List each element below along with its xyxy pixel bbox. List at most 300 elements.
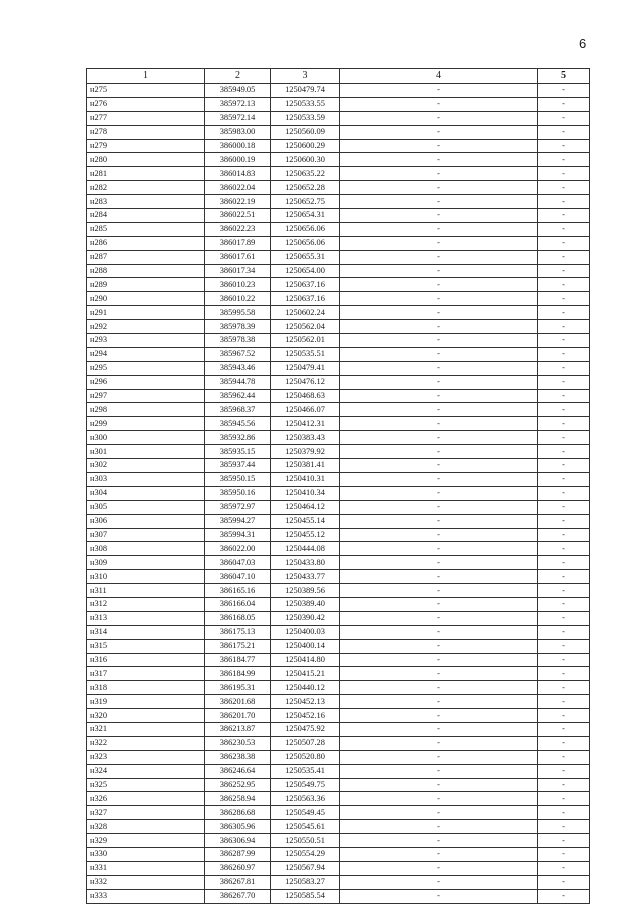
coordinate-x: 385972.13 [205,97,271,111]
coordinate-y: 1250433.80 [271,556,340,570]
coordinate-x: 386022.51 [205,209,271,223]
coordinates-table [86,68,590,904]
point-id: н316 [87,653,205,667]
table-row [87,459,590,473]
point-id: н296 [87,375,205,389]
table-row [87,250,590,264]
table-row [87,750,590,764]
point-id: н322 [87,736,205,750]
point-id: н302 [87,459,205,473]
column-4-value: - [340,181,538,195]
column-5-value: - [538,347,590,361]
coordinate-y: 1250652.75 [271,195,340,209]
column-4-value: - [340,472,538,486]
column-5-value: - [538,806,590,820]
coordinate-x: 386168.05 [205,611,271,625]
coordinate-y: 1250563.36 [271,792,340,806]
column-header-2: 2 [205,69,271,84]
column-4-value: - [340,320,538,334]
column-4-value: - [340,709,538,723]
table-row [87,625,590,639]
coordinate-x: 385945.56 [205,417,271,431]
table-row [87,792,590,806]
coordinate-x: 386010.23 [205,278,271,292]
coordinate-x: 386195.31 [205,681,271,695]
coordinate-y: 1250475.92 [271,722,340,736]
table-row [87,778,590,792]
point-id: н276 [87,97,205,111]
column-5-value: - [538,778,590,792]
coordinate-x: 386047.10 [205,570,271,584]
column-5-value: - [538,625,590,639]
coordinate-y: 1250637.16 [271,278,340,292]
coordinate-x: 386213.87 [205,722,271,736]
column-5-value: - [538,695,590,709]
column-5-value: - [538,125,590,139]
coordinate-y: 1250549.45 [271,806,340,820]
column-4-value: - [340,764,538,778]
column-4-value: - [340,445,538,459]
table-row [87,375,590,389]
column-5-value: - [538,889,590,903]
column-4-value: - [340,334,538,348]
point-id: н282 [87,181,205,195]
coordinate-x: 385962.44 [205,389,271,403]
coordinate-x: 386014.83 [205,167,271,181]
coordinate-y: 1250383.43 [271,431,340,445]
column-4-value: - [340,417,538,431]
column-5-value: - [538,139,590,153]
table-row [87,334,590,348]
coordinate-y: 1250379.92 [271,445,340,459]
coordinate-x: 386175.21 [205,639,271,653]
table-row [87,584,590,598]
coordinate-x: 386022.19 [205,195,271,209]
table-row [87,222,590,236]
table-row [87,278,590,292]
table-row [87,736,590,750]
table-row [87,528,590,542]
point-id: н323 [87,750,205,764]
column-4-value: - [340,375,538,389]
column-4-value: - [340,542,538,556]
table-row [87,639,590,653]
column-5-value: - [538,861,590,875]
table-row [87,306,590,320]
point-id: н319 [87,695,205,709]
point-id: н306 [87,514,205,528]
coordinate-y: 1250464.12 [271,500,340,514]
coordinate-x: 386022.23 [205,222,271,236]
coordinate-x: 386000.18 [205,139,271,153]
column-4-value: - [340,222,538,236]
coordinate-y: 1250652.28 [271,181,340,195]
coordinate-x: 386260.97 [205,861,271,875]
coordinate-x: 386305.96 [205,820,271,834]
table-row [87,97,590,111]
coordinate-y: 1250549.75 [271,778,340,792]
column-5-value: - [538,445,590,459]
column-4-value: - [340,306,538,320]
column-5-value: - [538,528,590,542]
coordinate-y: 1250400.14 [271,639,340,653]
column-5-value: - [538,111,590,125]
table-row [87,486,590,500]
column-4-value: - [340,111,538,125]
column-4-value: - [340,153,538,167]
coordinate-y: 1250440.12 [271,681,340,695]
column-4-value: - [340,847,538,861]
coordinate-x: 385983.00 [205,125,271,139]
column-4-value: - [340,750,538,764]
coordinate-x: 386166.04 [205,597,271,611]
table-row [87,347,590,361]
coordinate-x: 385994.27 [205,514,271,528]
column-5-value: - [538,597,590,611]
table-row [87,209,590,223]
coordinate-x: 385972.14 [205,111,271,125]
table-row [87,556,590,570]
column-5-value: - [538,389,590,403]
column-5-value: - [538,97,590,111]
column-4-value: - [340,486,538,500]
point-id: н307 [87,528,205,542]
column-4-value: - [340,195,538,209]
column-5-value: - [538,584,590,598]
table-row [87,417,590,431]
coordinate-x: 386047.03 [205,556,271,570]
column-4-value: - [340,639,538,653]
coordinate-y: 1250410.31 [271,472,340,486]
coordinate-y: 1250455.12 [271,528,340,542]
coordinate-y: 1250585.54 [271,889,340,903]
coordinate-y: 1250507.28 [271,736,340,750]
coordinate-y: 1250466.07 [271,403,340,417]
coordinate-x: 386017.61 [205,250,271,264]
coordinate-x: 385968.37 [205,403,271,417]
point-id: н301 [87,445,205,459]
column-5-value: - [538,792,590,806]
column-4-value: - [340,403,538,417]
coordinate-x: 385978.38 [205,334,271,348]
column-5-value: - [538,153,590,167]
coordinate-y: 1250410.34 [271,486,340,500]
coordinate-x: 386252.95 [205,778,271,792]
coordinate-x: 385950.15 [205,472,271,486]
coordinate-y: 1250545.61 [271,820,340,834]
point-id: н325 [87,778,205,792]
point-id: н317 [87,667,205,681]
column-4-value: - [340,97,538,111]
point-id: н331 [87,861,205,875]
coordinate-y: 1250583.27 [271,875,340,889]
column-4-value: - [340,722,538,736]
coordinate-y: 1250535.51 [271,347,340,361]
point-id: н326 [87,792,205,806]
coordinate-x: 386017.89 [205,236,271,250]
point-id: н324 [87,764,205,778]
point-id: н308 [87,542,205,556]
column-5-value: - [538,500,590,514]
column-5-value: - [538,653,590,667]
coordinate-x: 385944.78 [205,375,271,389]
column-5-value: - [538,375,590,389]
column-4-value: - [340,236,538,250]
column-5-value: - [538,250,590,264]
coordinate-y: 1250390.42 [271,611,340,625]
point-id: н312 [87,597,205,611]
table-row [87,236,590,250]
point-id: н289 [87,278,205,292]
table-row [87,320,590,334]
point-id: н297 [87,389,205,403]
point-id: н333 [87,889,205,903]
column-4-value: - [340,667,538,681]
coordinate-y: 1250533.59 [271,111,340,125]
column-5-value: - [538,84,590,98]
point-id: н280 [87,153,205,167]
coordinate-x: 385949.05 [205,84,271,98]
table-row [87,861,590,875]
coordinate-x: 385967.52 [205,347,271,361]
coordinate-y: 1250600.29 [271,139,340,153]
coordinate-y: 1250520.80 [271,750,340,764]
column-5-value: - [538,847,590,861]
point-id: н309 [87,556,205,570]
table-row [87,389,590,403]
column-4-value: - [340,514,538,528]
coordinate-y: 1250389.40 [271,597,340,611]
point-id: н305 [87,500,205,514]
table-row [87,167,590,181]
coordinate-x: 386306.94 [205,834,271,848]
point-id: н284 [87,209,205,223]
coordinate-x: 386246.64 [205,764,271,778]
coordinate-x: 385943.46 [205,361,271,375]
coordinate-y: 1250533.55 [271,97,340,111]
coordinate-y: 1250479.41 [271,361,340,375]
coordinate-y: 1250602.24 [271,306,340,320]
table-row [87,695,590,709]
column-4-value: - [340,209,538,223]
column-4-value: - [340,875,538,889]
coordinate-y: 1250415.21 [271,667,340,681]
column-4-value: - [340,250,538,264]
coordinate-y: 1250637.16 [271,292,340,306]
point-id: н299 [87,417,205,431]
column-header-3: 3 [271,69,340,84]
point-id: н298 [87,403,205,417]
coordinate-y: 1250656.06 [271,222,340,236]
point-id: н304 [87,486,205,500]
column-4-value: - [340,695,538,709]
coordinate-x: 385937.44 [205,459,271,473]
column-4-value: - [340,264,538,278]
coordinate-x: 386184.77 [205,653,271,667]
table-row [87,653,590,667]
coordinate-y: 1250400.03 [271,625,340,639]
table-row [87,514,590,528]
column-4-value: - [340,625,538,639]
coordinate-y: 1250452.13 [271,695,340,709]
table-row [87,111,590,125]
point-id: н303 [87,472,205,486]
table-row [87,542,590,556]
table-row [87,597,590,611]
point-id: н286 [87,236,205,250]
column-4-value: - [340,681,538,695]
column-4-value: - [340,139,538,153]
point-id: н311 [87,584,205,598]
coordinate-y: 1250550.51 [271,834,340,848]
column-5-value: - [538,820,590,834]
column-4-value: - [340,556,538,570]
point-id: н283 [87,195,205,209]
point-id: н315 [87,639,205,653]
point-id: н318 [87,681,205,695]
column-4-value: - [340,889,538,903]
table-row [87,820,590,834]
column-4-value: - [340,431,538,445]
column-5-value: - [538,472,590,486]
coordinate-y: 1250444.08 [271,542,340,556]
point-id: н277 [87,111,205,125]
coordinate-x: 385932.86 [205,431,271,445]
coordinate-y: 1250412.31 [271,417,340,431]
column-5-value: - [538,459,590,473]
point-id: н332 [87,875,205,889]
column-4-value: - [340,820,538,834]
coordinate-x: 386017.34 [205,264,271,278]
table-row [87,764,590,778]
coordinate-x: 386267.81 [205,875,271,889]
table-row [87,834,590,848]
column-5-value: - [538,611,590,625]
coordinate-x: 386238.38 [205,750,271,764]
point-id: н292 [87,320,205,334]
column-4-value: - [340,597,538,611]
column-5-value: - [538,222,590,236]
column-5-value: - [538,681,590,695]
column-4-value: - [340,584,538,598]
column-4-value: - [340,806,538,820]
table-row [87,195,590,209]
coordinate-x: 386258.94 [205,792,271,806]
table-body [87,84,590,904]
column-4-value: - [340,861,538,875]
column-4-value: - [340,278,538,292]
table-row [87,125,590,139]
coordinate-x: 386287.99 [205,847,271,861]
column-5-value: - [538,417,590,431]
coordinate-x: 386184.99 [205,667,271,681]
column-5-value: - [538,264,590,278]
table-row [87,403,590,417]
column-5-value: - [538,722,590,736]
coordinate-y: 1250389.56 [271,584,340,598]
coordinate-x: 385950.16 [205,486,271,500]
column-4-value: - [340,459,538,473]
coordinate-y: 1250655.31 [271,250,340,264]
coordinate-x: 385978.39 [205,320,271,334]
column-5-value: - [538,306,590,320]
coordinate-y: 1250381.41 [271,459,340,473]
column-4-value: - [340,611,538,625]
table-row [87,500,590,514]
column-header-5: 5 [538,69,590,84]
column-5-value: - [538,361,590,375]
coordinate-x: 386000.19 [205,153,271,167]
coordinate-y: 1250654.00 [271,264,340,278]
point-id: н300 [87,431,205,445]
point-id: н310 [87,570,205,584]
column-5-value: - [538,709,590,723]
coordinate-x: 386267.70 [205,889,271,903]
column-4-value: - [340,84,538,98]
table-row [87,264,590,278]
column-5-value: - [538,236,590,250]
coordinate-y: 1250476.12 [271,375,340,389]
coordinate-y: 1250554.29 [271,847,340,861]
point-id: н295 [87,361,205,375]
coordinate-y: 1250455.14 [271,514,340,528]
column-5-value: - [538,486,590,500]
point-id: н313 [87,611,205,625]
table-header-row [87,69,590,84]
coordinate-x: 385995.58 [205,306,271,320]
point-id: н291 [87,306,205,320]
coordinate-y: 1250452.16 [271,709,340,723]
table-row [87,681,590,695]
column-4-value: - [340,361,538,375]
point-id: н294 [87,347,205,361]
column-5-value: - [538,334,590,348]
column-5-value: - [538,667,590,681]
table-row [87,292,590,306]
point-id: н329 [87,834,205,848]
point-id: н293 [87,334,205,348]
column-header-1: 1 [87,69,205,84]
table-row [87,709,590,723]
table-row [87,722,590,736]
table-row [87,472,590,486]
coordinate-y: 1250414.80 [271,653,340,667]
coordinate-x: 386022.00 [205,542,271,556]
column-5-value: - [538,736,590,750]
column-4-value: - [340,778,538,792]
table-row [87,847,590,861]
coordinate-y: 1250654.31 [271,209,340,223]
table-row [87,181,590,195]
column-4-value: - [340,292,538,306]
table-row [87,611,590,625]
point-id: н328 [87,820,205,834]
column-5-value: - [538,764,590,778]
column-4-value: - [340,834,538,848]
coordinate-x: 386201.68 [205,695,271,709]
coordinate-x: 386175.13 [205,625,271,639]
table-row [87,139,590,153]
coordinate-x: 386165.16 [205,584,271,598]
column-5-value: - [538,570,590,584]
coordinate-x: 385972.97 [205,500,271,514]
column-4-value: - [340,347,538,361]
table-row [87,84,590,98]
coordinate-y: 1250433.77 [271,570,340,584]
column-5-value: - [538,181,590,195]
table-row [87,431,590,445]
point-id: н279 [87,139,205,153]
